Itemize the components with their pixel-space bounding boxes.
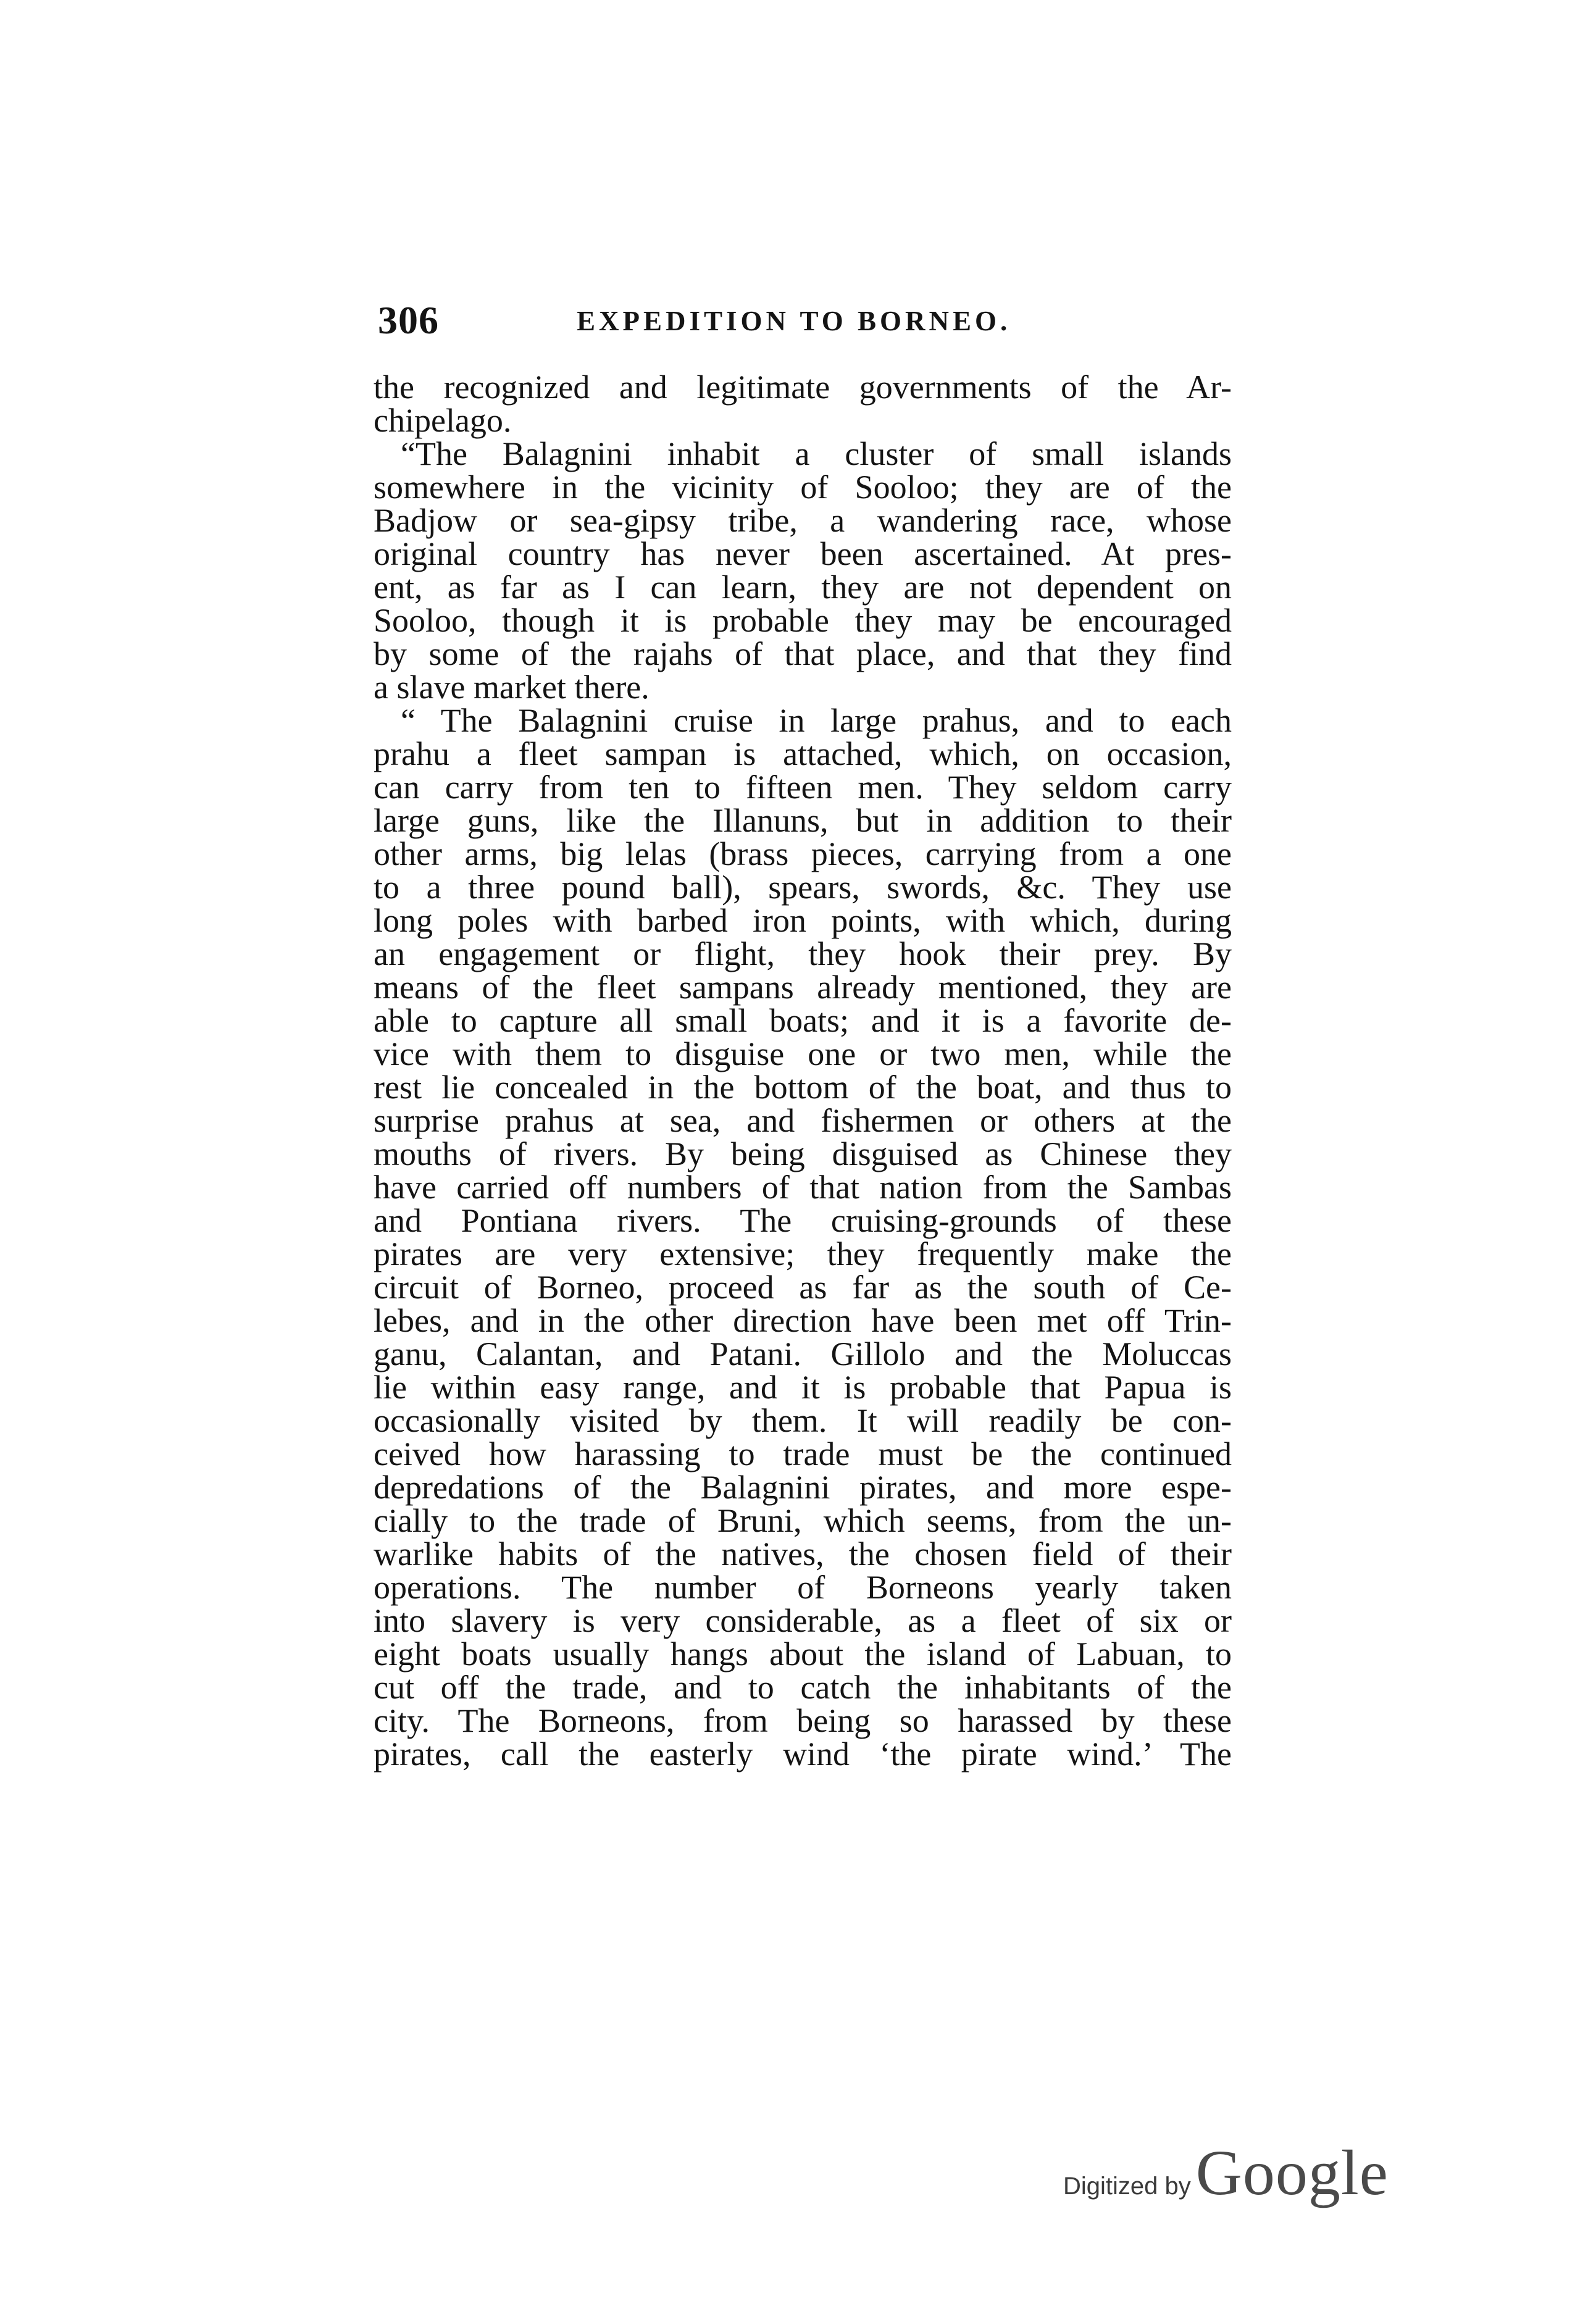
text-line: large guns, like the Illanuns, but in addition to their (374, 802, 1232, 839)
text-line: into slavery is very considerable, as a fleet of six or (374, 1602, 1232, 1639)
text-line: ceived how harassing to trade must be the continued (374, 1435, 1232, 1472)
text-line: chipelago. (374, 402, 512, 439)
page-number: 306 (378, 298, 439, 342)
text-line: able to capture all small boats; and it is a favorite de- (374, 1002, 1232, 1039)
text-line: by some of the rajahs of that place, and that they find (374, 635, 1232, 672)
text-line: somewhere in the vicinity of Sooloo; they are of the (374, 469, 1232, 506)
text-line: means of the fleet sampans already mentioned, they are (374, 969, 1232, 1006)
text-line: prahu a fleet sampan is attached, which, on occasion, (374, 735, 1232, 772)
text-line: city. The Borneons, from being so harassed by these (374, 1702, 1232, 1739)
text-line: surprise prahus at sea, and fishermen or others at the (374, 1102, 1232, 1139)
digitized-by-label: Digitized by (1063, 2173, 1191, 2200)
text-line: a slave market there. (374, 669, 650, 706)
page-header (378, 298, 1227, 347)
text-line: can carry from ten to fifteen men. They seldom carry (374, 769, 1232, 806)
google-logo: Google (1195, 2137, 1389, 2208)
body-text (374, 370, 1232, 1771)
text-line: ent, as far as I can learn, they are not dependent on (374, 569, 1232, 606)
text-line: pirates, call the easterly wind ‘the pirate wind.’ The (374, 1735, 1232, 1773)
text-line: cut off the trade, and to catch the inhabitants of the (374, 1669, 1232, 1706)
running-head: EXPEDITION TO BORNEO. (577, 306, 1011, 336)
text-line: rest lie concealed in the bottom of the boat, and thus to (374, 1069, 1232, 1106)
text-line: mouths of rivers. By being disguised as Chinese they (374, 1135, 1232, 1172)
text-line: operations. The number of Borneons yearly taken (374, 1569, 1232, 1606)
text-line: original country has never been ascertained. At pres- (374, 535, 1232, 572)
text-line: warlike habits of the natives, the chosen field of their (374, 1535, 1232, 1572)
text-line: to a three pound ball), spears, swords, &c. They use (374, 869, 1232, 906)
text-line: other arms, big lelas (brass pieces, carrying from a one (374, 835, 1232, 872)
text-line: Badjow or sea-gipsy tribe, a wandering race, whose (374, 502, 1232, 539)
text-line: circuit of Borneo, proceed as far as the south of Ce- (374, 1269, 1232, 1306)
text-line: “The Balagnini inhabit a cluster of small islands (401, 435, 1232, 472)
text-line: lie within easy range, and it is probable that Papua is (374, 1369, 1232, 1406)
text-line: “ The Balagnini cruise in large prahus, and to each (401, 702, 1232, 739)
text-line: have carried off numbers of that nation from the Sambas (374, 1169, 1232, 1206)
text-line: the recognized and legitimate governments of the Ar- (374, 369, 1232, 406)
text-line: pirates are very extensive; they frequently make the (374, 1235, 1232, 1272)
text-line: Sooloo, though it is probable they may be encouraged (374, 602, 1232, 639)
text-line: depredations of the Balagnini pirates, and more espe- (374, 1469, 1232, 1506)
text-line: and Pontiana rivers. The cruising-grounds of these (374, 1202, 1232, 1239)
digitized-by-google-watermark (1063, 2136, 1389, 2208)
text-line: cially to the trade of Bruni, which seems, from the un- (374, 1502, 1232, 1539)
text-line: vice with them to disguise one or two men, while the (374, 1035, 1232, 1072)
text-line: an engagement or flight, they hook their prey. By (374, 935, 1232, 972)
text-line: long poles with barbed iron points, with which, during (374, 902, 1232, 939)
text-line: occasionally visited by them. It will readily be con- (374, 1402, 1232, 1439)
text-line: ganu, Calantan, and Patani. Gillolo and the Moluccas (374, 1335, 1232, 1372)
text-line: lebes, and in the other direction have been met off Trin- (374, 1302, 1232, 1339)
text-line: eight boats usually hangs about the island of Labuan, to (374, 1635, 1232, 1673)
